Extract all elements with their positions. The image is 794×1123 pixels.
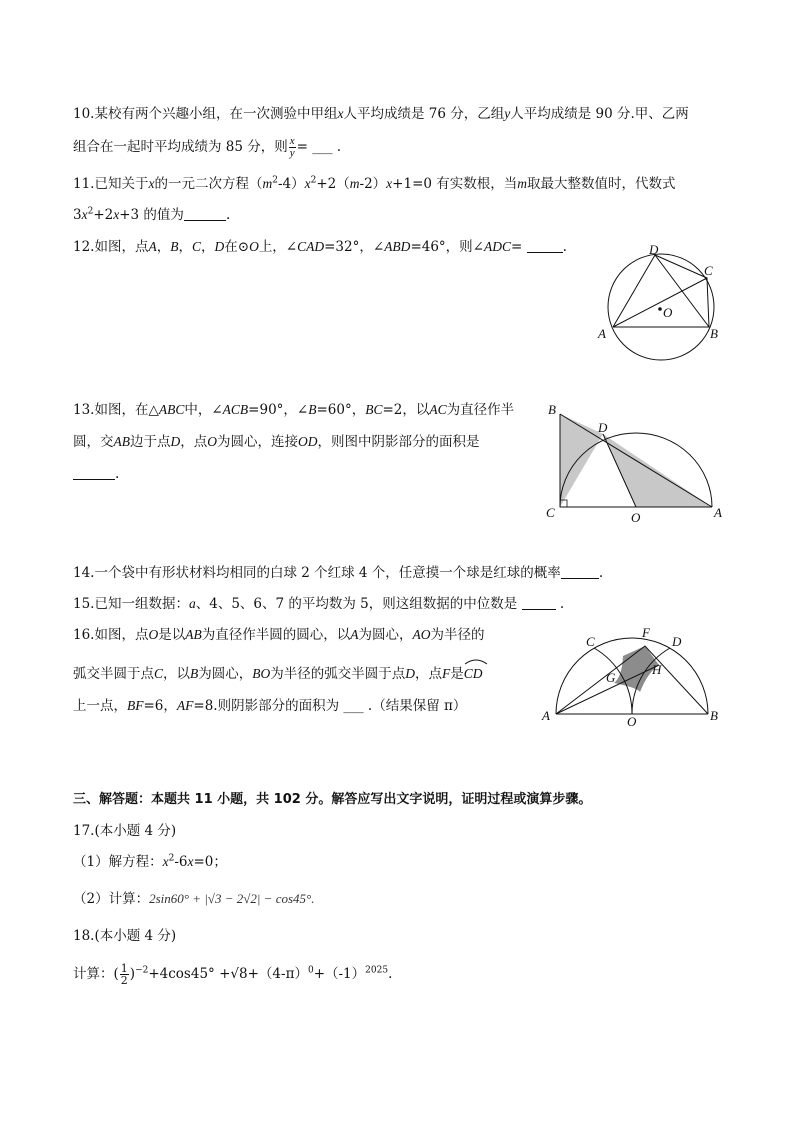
label-h: H — [652, 662, 662, 677]
q12-text: 上，∠ — [258, 239, 298, 255]
q17-text: （1）解方程： — [73, 854, 163, 870]
q18-text: +4cos45° + — [148, 966, 231, 982]
label-d: D — [672, 634, 682, 649]
q14-text: . — [598, 565, 604, 581]
q11-text: 11.已知关于 — [73, 176, 149, 192]
label-b: B — [548, 402, 556, 417]
var: AC — [429, 402, 447, 417]
numerator: 1 — [120, 962, 128, 975]
q17-title: 17.(本小题 4 分) — [73, 823, 177, 839]
var: AF — [176, 698, 194, 713]
q16-text: 上一点， — [73, 698, 127, 714]
q11-line2 — [73, 205, 230, 225]
q18-text: +（4-π） — [247, 966, 308, 982]
answer-blank — [527, 238, 563, 253]
q16-line2 — [73, 661, 483, 684]
var: AB — [113, 434, 130, 449]
var: x — [81, 207, 88, 222]
q13-text: 边于点 — [130, 434, 171, 450]
label-o: O — [663, 305, 673, 320]
q12-text: =46°，则∠ — [410, 239, 484, 255]
q13-line3 — [73, 464, 119, 484]
fraction — [120, 963, 129, 986]
q13-text: 中，∠ — [184, 402, 223, 418]
var: m — [349, 176, 360, 191]
var: BC — [365, 402, 383, 417]
var: O — [249, 239, 259, 254]
q11-text: +3 的值为 — [119, 207, 184, 223]
circle-o — [608, 254, 714, 360]
q13-text: 为圆心，连接 — [217, 434, 298, 450]
q15-text: . — [559, 596, 565, 612]
q11-text: 3 — [73, 207, 82, 223]
label-g: G — [606, 670, 616, 685]
q13-text: =60°， — [316, 402, 366, 418]
q14-line — [73, 563, 603, 583]
q16-line1 — [73, 625, 484, 645]
label-a: A — [542, 708, 550, 723]
q16-text: =8.则阴影部分的面积为 ___ .（结果保留 π） — [193, 698, 467, 714]
label-b: B — [710, 326, 718, 341]
q11-text: +2 — [93, 207, 114, 223]
q11-text: 取最大整数值时，代数式 — [527, 176, 676, 192]
var: BF — [127, 698, 144, 713]
q16-text: =6， — [143, 698, 177, 714]
q18-text: ) — [129, 966, 136, 982]
numerator: x — [289, 135, 295, 147]
q17-text: （2）计算： — [73, 891, 150, 907]
superscript: −2 — [135, 965, 149, 976]
var: x — [386, 176, 393, 191]
superscript: 2 — [87, 206, 94, 217]
q16-text: 是以 — [158, 627, 186, 643]
var: F — [442, 666, 451, 681]
q17-expression: 2sin60° + |√3 − 2√2| − cos45°. — [149, 891, 315, 906]
center-dot — [658, 307, 662, 311]
q16-text: ，以 — [163, 666, 191, 682]
q16-semicircle-figure — [540, 622, 730, 732]
q13-text: ，点 — [180, 434, 208, 450]
q17-part2 — [73, 889, 314, 909]
label-c: C — [704, 263, 713, 278]
var: m — [262, 176, 273, 191]
q10-text: 10.某校有两个兴趣小组，在一次测验中甲组 — [73, 106, 338, 122]
label-c: C — [586, 634, 595, 649]
var: C — [154, 666, 164, 681]
q15-text: 15.已知一组数据： — [73, 596, 189, 612]
superscript: 0 — [307, 965, 314, 976]
q13-text: 为直径作半 — [446, 402, 515, 418]
var: AO — [412, 627, 431, 642]
label-o: O — [631, 510, 641, 525]
var: x — [304, 176, 311, 191]
sqrt-8: √8 — [230, 966, 248, 982]
q12-text: 在⊙ — [224, 239, 250, 255]
shaded-region-bdc — [560, 414, 603, 507]
fraction — [289, 136, 296, 159]
var: O — [207, 434, 217, 449]
q12-text: ， — [178, 239, 192, 255]
q18-text: 计算：( — [73, 966, 119, 982]
superscript: 2 — [272, 175, 278, 186]
q16-text: 为直径作半圆的圆心，以 — [201, 627, 351, 643]
var: x — [162, 854, 169, 869]
q10-text: 人平均成绩是 76 分，乙组 — [343, 106, 505, 122]
label-c: C — [546, 505, 555, 520]
q15-text: 、4、5、6、7 的平均数为 5，则这组数据的中位数是 — [195, 596, 518, 612]
label-a: A — [598, 326, 606, 341]
answer-blank — [73, 465, 115, 480]
var: OD — [298, 434, 318, 449]
q12-text: ， — [156, 239, 171, 255]
q11-line1 — [73, 174, 676, 194]
superscript: 2 — [168, 853, 175, 864]
q13-text: 圆，交 — [73, 434, 114, 450]
q12-circle-figure — [594, 238, 728, 364]
q12-text: ， — [201, 239, 215, 255]
q16-text: 为圆心， — [198, 666, 253, 682]
q13-semicircle-figure — [540, 400, 730, 528]
var: ADC — [484, 239, 511, 254]
var: D — [405, 666, 416, 681]
var: CAD — [297, 239, 325, 254]
var: C — [191, 239, 201, 254]
var: AB — [185, 627, 202, 642]
var: ABC — [158, 402, 185, 417]
q12-line1 — [73, 237, 567, 257]
var: BO — [252, 666, 271, 681]
q13-text: =2，以 — [382, 402, 430, 418]
answer-blank — [522, 595, 556, 610]
answer-blank — [561, 564, 599, 579]
label-b: B — [710, 708, 718, 723]
var: x — [337, 106, 344, 121]
label-d: D — [649, 242, 659, 257]
var: x — [148, 176, 155, 191]
q11-text: -2） — [359, 176, 387, 192]
superscript: 2 — [310, 175, 317, 186]
q10-line1 — [73, 104, 689, 124]
q16-text: ，点 — [415, 666, 443, 682]
q11-text: 的一元二次方程（ — [154, 176, 263, 192]
q16-text: 为半径的弧交半圆于点 — [270, 666, 406, 682]
q11-text: . — [225, 207, 231, 223]
var: x — [113, 207, 120, 222]
var: A — [148, 239, 157, 254]
var: D — [170, 434, 181, 449]
q13-text: =90°，∠ — [248, 402, 309, 418]
q10-answer: = ___ . — [296, 139, 342, 155]
q16-line3 — [73, 696, 466, 716]
var: B — [190, 666, 199, 681]
q11-text: +2（ — [316, 176, 350, 192]
q10-text: 组合在一起时平均成绩为 85 分，则 — [73, 139, 288, 155]
q16-text: 为半径的 — [430, 627, 485, 643]
q17-part1 — [73, 852, 227, 872]
var: ACB — [222, 402, 249, 417]
q16-text: 是 — [450, 666, 464, 682]
section-heading: 三、解答题：本题共 11 小题，共 102 分。解答应写出文字说明，证明过程或演算步骤。 — [73, 792, 592, 807]
arc-cd — [464, 661, 483, 684]
q13-text: ，则图中阴影部分的面积是 — [317, 434, 480, 450]
q11-text: -4） — [277, 176, 305, 192]
q13-text: 13.如图，在△ — [73, 402, 159, 418]
label-o: O — [627, 714, 637, 729]
q12-text: 12.如图，点 — [73, 239, 149, 255]
label-f: F — [642, 625, 650, 640]
q14-text: 14.一个袋中有形状材料均相同的白球 2 个红球 4 个，任意摸一个球是红球的概率 — [73, 565, 561, 581]
var: y — [504, 106, 511, 121]
label-d: D — [598, 420, 608, 435]
var: O — [148, 627, 159, 642]
arc-symbol — [464, 658, 488, 665]
q11-text: +1=0 有实数根，当 — [392, 176, 518, 192]
q17-text: =0； — [193, 854, 227, 870]
q12-text: =32°，∠ — [324, 239, 385, 255]
var: x — [187, 854, 194, 869]
q18-text: . — [388, 966, 393, 982]
q12-text: = — [511, 239, 527, 255]
q16-text: 16.如图，点 — [73, 627, 149, 643]
q15-line — [73, 594, 564, 614]
arc-label: CD — [463, 666, 483, 681]
q10-text: 人平均成绩是 90 分.甲、乙两 — [510, 106, 689, 122]
var: B — [170, 239, 179, 254]
var: D — [214, 239, 225, 254]
q18-title: 18.(本小题 4 分) — [73, 928, 177, 944]
q10-line2 — [73, 136, 341, 159]
q12-text: . — [562, 239, 567, 255]
q17-text: -6 — [174, 854, 188, 870]
var: ABD — [384, 239, 411, 254]
denominator: 2 — [120, 974, 128, 987]
var: A — [350, 627, 359, 642]
q13-line1 — [73, 400, 514, 420]
var: a — [188, 596, 196, 611]
label-a: A — [714, 505, 722, 520]
q16-text: 为圆心， — [358, 627, 413, 643]
denominator: y — [289, 147, 295, 159]
q16-text: 弧交半圆于点 — [73, 666, 154, 682]
q18-text: +（-1） — [313, 966, 366, 982]
superscript: 2025 — [365, 965, 389, 976]
var: B — [308, 402, 317, 417]
q13-line2 — [73, 432, 480, 452]
q18-expression — [73, 962, 392, 986]
answer-blank — [184, 206, 226, 221]
var: m — [517, 176, 528, 191]
q13-text: . — [115, 466, 120, 482]
